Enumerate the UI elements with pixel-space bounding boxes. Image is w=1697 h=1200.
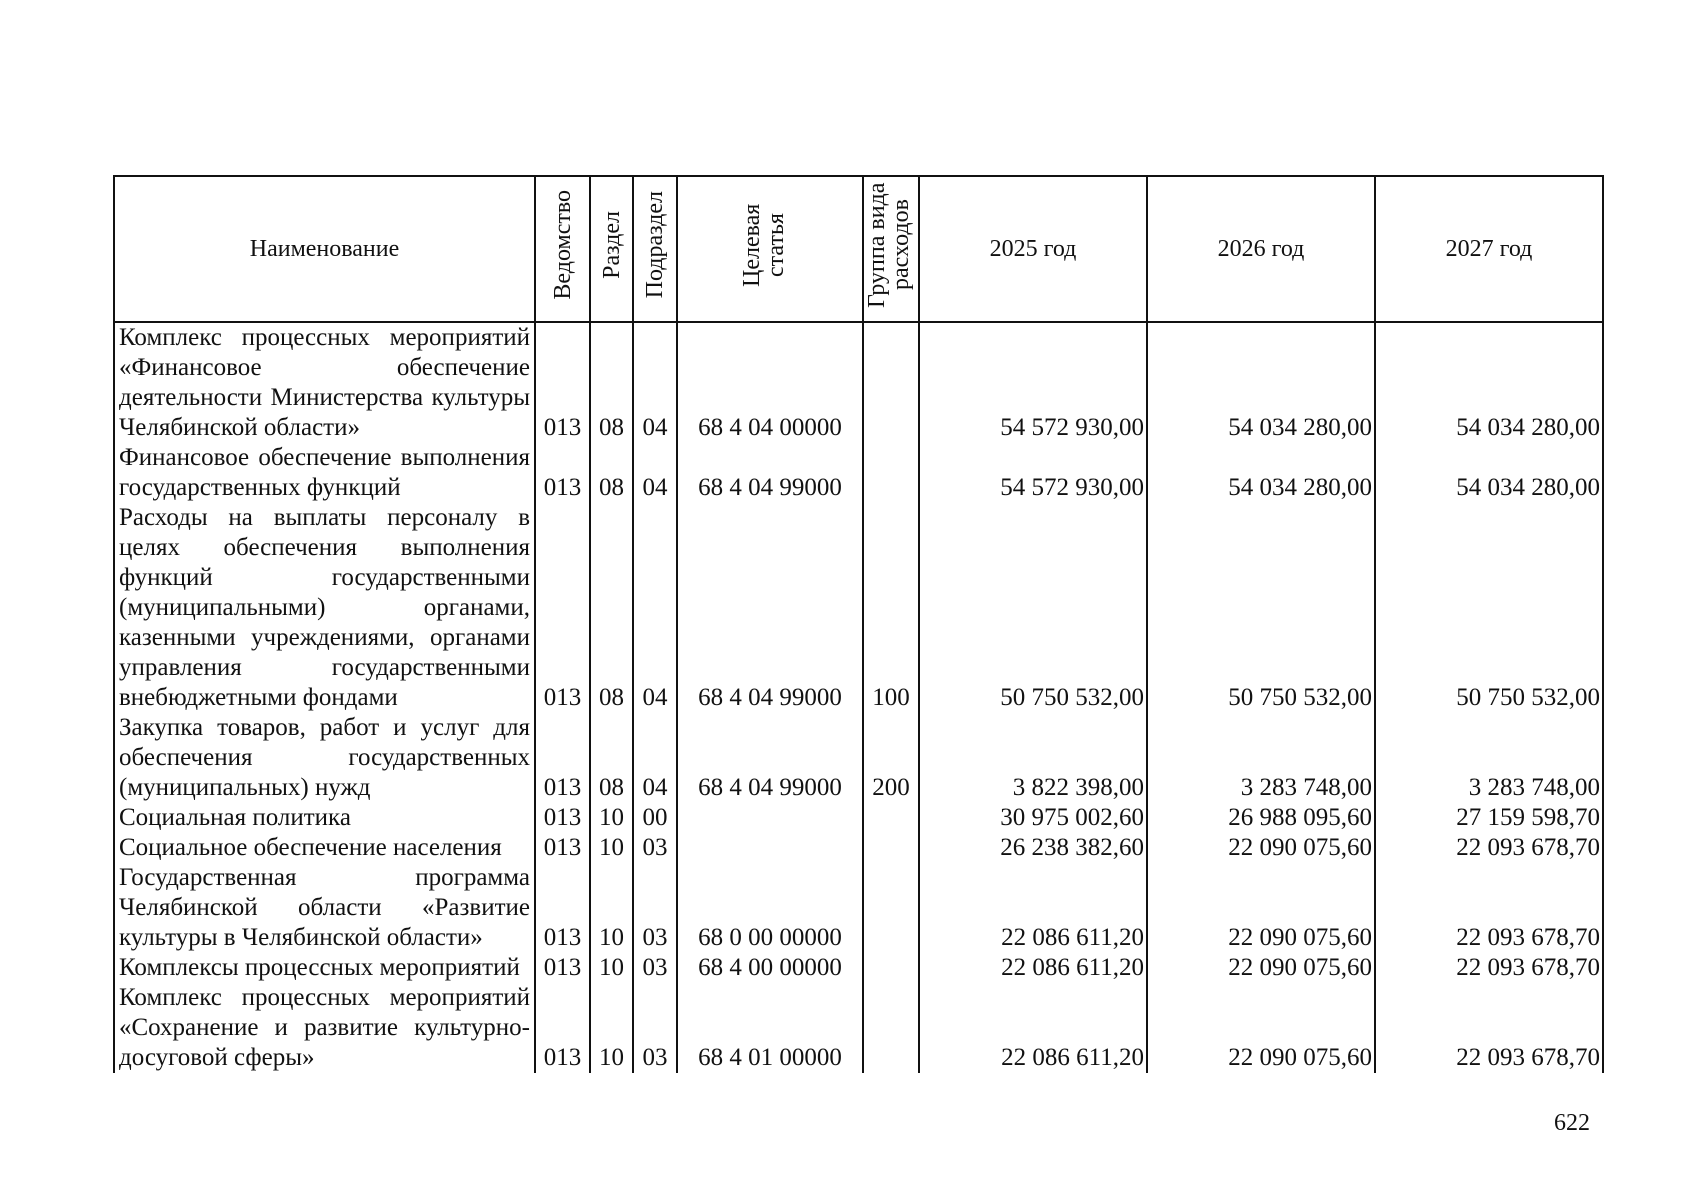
cell-2026: 3 283 748,00: [1147, 713, 1375, 803]
table-header-row: [114, 176, 1603, 322]
cell-razdel: 08: [590, 503, 633, 713]
header-celevaya-statya-label: Целевая статья: [739, 203, 789, 287]
cell-gruppa-vida: [863, 863, 919, 953]
table-row: [114, 953, 1603, 983]
cell-name: Закупка товаров, работ и услуг для обеспечения государственных (муниципальных) нужд: [114, 713, 535, 803]
header-name: [114, 176, 535, 322]
cell-vedomstvo: 013: [535, 322, 590, 443]
cell-2026: 22 090 075,60: [1147, 983, 1375, 1073]
cell-vedomstvo: 013: [535, 953, 590, 983]
cell-gruppa-vida: 100: [863, 503, 919, 713]
cell-podrazdel: 04: [633, 713, 677, 803]
header-vedomstvo-label: Ведомство: [549, 190, 576, 300]
header-celevaya-statya: [677, 176, 863, 322]
cell-2025: 50 750 532,00: [919, 503, 1147, 713]
cell-2026: 54 034 280,00: [1147, 443, 1375, 503]
cell-podrazdel: 04: [633, 443, 677, 503]
cell-podrazdel: 03: [633, 953, 677, 983]
cell-vedomstvo: 013: [535, 443, 590, 503]
header-gruppa-vida: [863, 176, 919, 322]
table-row: [114, 503, 1603, 713]
cell-name: Комплексы процессных мероприятий: [114, 953, 535, 983]
cell-2027: 22 093 678,70: [1375, 953, 1603, 983]
table-row: [114, 713, 1603, 803]
cell-2027: 3 283 748,00: [1375, 713, 1603, 803]
cell-celevaya-statya: 68 4 01 00000: [677, 983, 863, 1073]
cell-2025: 54 572 930,00: [919, 322, 1147, 443]
cell-celevaya-statya: 68 4 04 99000: [677, 503, 863, 713]
cell-celevaya-statya: [677, 803, 863, 833]
header-2026-label: 2026 год: [1217, 236, 1305, 262]
header-2027: [1375, 176, 1603, 322]
cell-razdel: 10: [590, 833, 633, 863]
cell-vedomstvo: 013: [535, 803, 590, 833]
cell-2026: 26 988 095,60: [1147, 803, 1375, 833]
header-2026: [1147, 176, 1375, 322]
cell-name: Комплекс процессных мероприятий «Сохранение и развитие культурно-досуговой сферы»: [114, 983, 535, 1073]
header-razdel-label: Раздел: [598, 211, 625, 279]
cell-gruppa-vida: [863, 953, 919, 983]
cell-2026: 22 090 075,60: [1147, 863, 1375, 953]
table-row: [114, 983, 1603, 1073]
cell-2027: 54 034 280,00: [1375, 322, 1603, 443]
table-row: [114, 863, 1603, 953]
cell-gruppa-vida: [863, 833, 919, 863]
cell-2026: 22 090 075,60: [1147, 953, 1375, 983]
cell-2027: 22 093 678,70: [1375, 863, 1603, 953]
cell-celevaya-statya: 68 0 00 00000: [677, 863, 863, 953]
cell-vedomstvo: 013: [535, 713, 590, 803]
cell-2025: 22 086 611,20: [919, 983, 1147, 1073]
cell-2025: 22 086 611,20: [919, 863, 1147, 953]
cell-celevaya-statya: [677, 833, 863, 863]
cell-2025: 26 238 382,60: [919, 833, 1147, 863]
cell-gruppa-vida: [863, 322, 919, 443]
cell-podrazdel: 03: [633, 983, 677, 1073]
cell-2027: 27 159 598,70: [1375, 803, 1603, 833]
cell-2027: 54 034 280,00: [1375, 443, 1603, 503]
cell-podrazdel: 00: [633, 803, 677, 833]
cell-name: Комплекс процессных мероприятий «Финансовое обеспечение деятельности Министерства культуры Челябинской области»: [114, 322, 535, 443]
cell-name: Социальное обеспечение населения: [114, 833, 535, 863]
header-2027-label: 2027 год: [1445, 236, 1533, 262]
cell-2026: 22 090 075,60: [1147, 833, 1375, 863]
cell-podrazdel: 03: [633, 863, 677, 953]
header-2025: [919, 176, 1147, 322]
cell-razdel: 08: [590, 713, 633, 803]
cell-celevaya-statya: 68 4 00 00000: [677, 953, 863, 983]
cell-razdel: 10: [590, 863, 633, 953]
cell-podrazdel: 03: [633, 833, 677, 863]
table-row: [114, 803, 1603, 833]
cell-name: Государственная программа Челябинской области «Развитие культуры в Челябинской области»: [114, 863, 535, 953]
header-gruppa-vida-label: Группа вида расходов: [864, 182, 914, 308]
cell-name: Расходы на выплаты персоналу в целях обеспечения выполнения функций государственными (муниципальными) органами, казенными учреждениями, органами управления государственными внебюджетными фондами: [114, 503, 535, 713]
header-podrazdel: [633, 176, 677, 322]
cell-2027: 22 093 678,70: [1375, 833, 1603, 863]
cell-razdel: 08: [590, 322, 633, 443]
cell-2025: 22 086 611,20: [919, 953, 1147, 983]
cell-vedomstvo: 013: [535, 833, 590, 863]
cell-razdel: 10: [590, 953, 633, 983]
cell-celevaya-statya: 68 4 04 99000: [677, 443, 863, 503]
cell-podrazdel: 04: [633, 322, 677, 443]
cell-vedomstvo: 013: [535, 983, 590, 1073]
header-podrazdel-label: Подраздел: [642, 191, 668, 299]
cell-2027: 22 093 678,70: [1375, 983, 1603, 1073]
cell-vedomstvo: 013: [535, 503, 590, 713]
table-row: [114, 833, 1603, 863]
cell-2026: 50 750 532,00: [1147, 503, 1375, 713]
table-row: [114, 322, 1603, 443]
header-razdel: [590, 176, 633, 322]
cell-2025: 3 822 398,00: [919, 713, 1147, 803]
cell-gruppa-vida: 200: [863, 713, 919, 803]
cell-2026: 54 034 280,00: [1147, 322, 1375, 443]
cell-razdel: 10: [590, 803, 633, 833]
page-number: 622: [1554, 1110, 1590, 1136]
cell-2025: 54 572 930,00: [919, 443, 1147, 503]
cell-name: Социальная политика: [114, 803, 535, 833]
header-name-label: Наименование: [249, 236, 400, 262]
cell-podrazdel: 04: [633, 503, 677, 713]
header-2025-label: 2025 год: [989, 236, 1077, 262]
cell-gruppa-vida: [863, 443, 919, 503]
budget-table: [113, 175, 1604, 1073]
header-vedomstvo: [535, 176, 590, 322]
cell-celevaya-statya: 68 4 04 00000: [677, 322, 863, 443]
cell-2025: 30 975 002,60: [919, 803, 1147, 833]
cell-name: Финансовое обеспечение выполнения государственных функций: [114, 443, 535, 503]
cell-vedomstvo: 013: [535, 863, 590, 953]
table-row: [114, 443, 1603, 503]
cell-gruppa-vida: [863, 803, 919, 833]
cell-razdel: 10: [590, 983, 633, 1073]
cell-celevaya-statya: 68 4 04 99000: [677, 713, 863, 803]
cell-gruppa-vida: [863, 983, 919, 1073]
cell-2027: 50 750 532,00: [1375, 503, 1603, 713]
cell-razdel: 08: [590, 443, 633, 503]
